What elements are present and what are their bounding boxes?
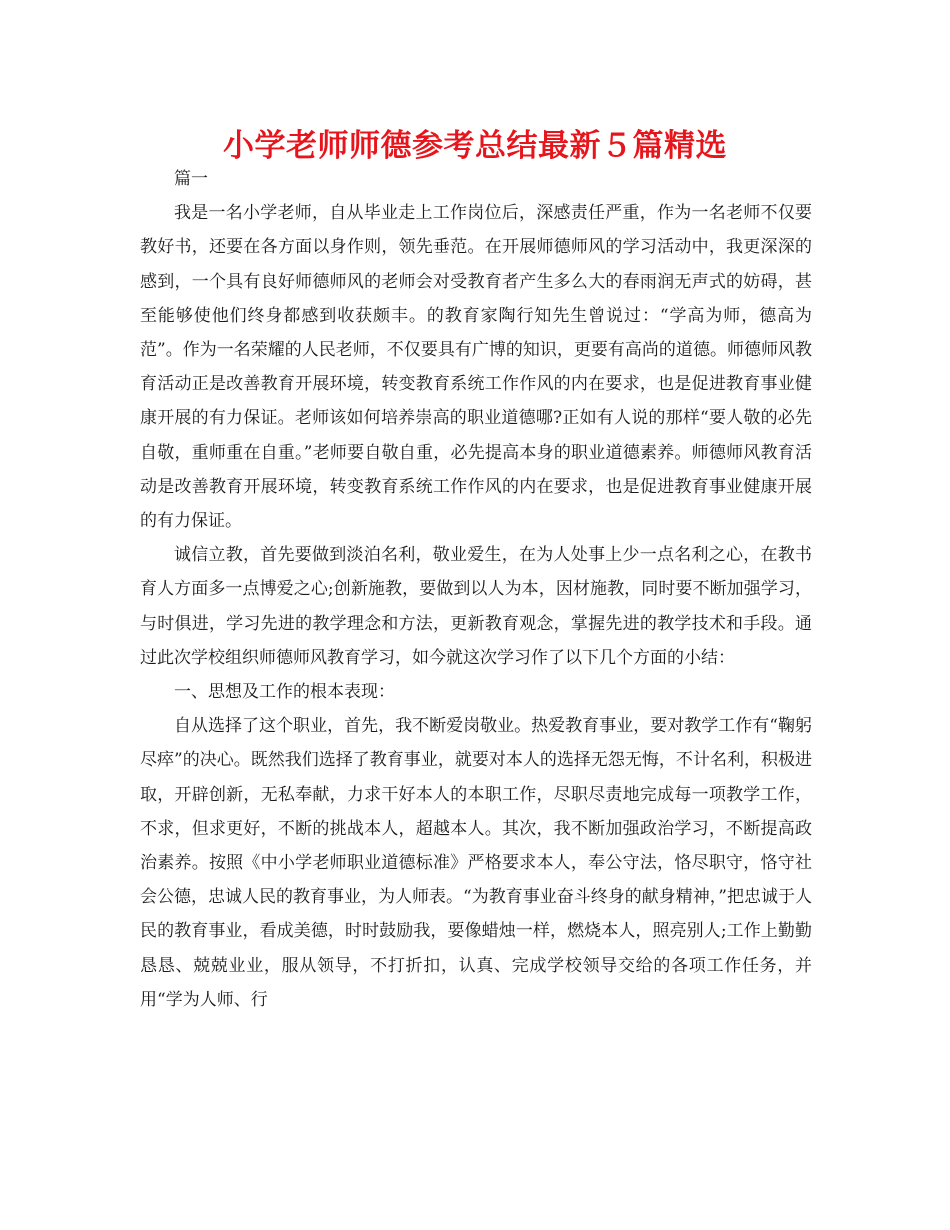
body-paragraph: 诚信立教，首先要做到淡泊名利，敬业爱生，在为人处事上少一点名利之心，在教书育人方面多一点博爱之心;创新施教，要做到以人为本，因材施教，同时要不断加强学习，与时俱进，学习先进的教学理念和方法，更新教育观念，掌握先进的教学技术和手段。通过此次学校组织师德师风教育学习，如今就这次学习作了以下几个方面的小结： xyxy=(140,545,812,668)
body-paragraph: 我是一名小学老师，自从毕业走上工作岗位后，深感责任严重，作为一名老师不仅要教好书，还要在各方面以身作则，领先垂范。在开展师德师风的学习活动中，我更深深的感到，一个具有良好师德师风的老师会对受教育者产生多么大的春雨润无声式的妨碍，甚至能够使他们终身都感到收获颇丰。的教育家陶行知先生曾说过：“学高为师，德高为范”。作为一名荣耀的人民老师，不仅要具有广博的知识，更要有高尚的道德。师德师风教育活动正是改善教育开展环境，转变教育系统工作作风的内在要求，也是促进教育事业健康开展的有力保证。老师该如何培养崇高的职业道德哪?正如有人说的那样“要人敬的必先自敬，重师重在自重。”老师要自敬自重，必先提高本身的职业道德素养。师德师风教育活动是改善教育开展环境，转变教育系统工作作风的内在要求，也是促进教育事业健康开展的有力保证。 xyxy=(140,203,812,532)
document-title: 小学老师师德参考总结最新５篇精选 xyxy=(223,128,727,164)
document-body xyxy=(140,162,812,1017)
body-paragraph: 自从选择了这个职业，首先，我不断爱岗敬业。热爱教育事业，要对教学工作有“鞠躬尽瘁”的决心。既然我们选择了教育事业，就要对本人的选择无怨无悔，不计名利，积极进取，开辟创新，无私奉献，力求干好本人的本职工作，尽职尽责地完成每一项教学工作，不求，但求更好，不断的挑战本人，超越本人。其次，我不断加强政治学习，不断提高政治素养。按照《中小学老师职业道德标准》严格要求本人，奉公守法，恪尽职守，恪守社会公德，忠诚人民的教育事业，为人师表。“为教育事业奋斗终身的献身精神，”把忠诚于人民的教育事业，看成美德，时时鼓励我，要像蜡烛一样，燃烧本人，照亮别人;工作上勤勤恳恳、兢兢业业，服从领导，不打折扣，认真、完成学校领导交给的各项工作任务，并用“学为人师、行 xyxy=(140,716,812,1010)
section-heading: 一、思想及工作的根本表现： xyxy=(174,682,395,703)
section-heading-part-one: 篇一 xyxy=(174,169,208,189)
